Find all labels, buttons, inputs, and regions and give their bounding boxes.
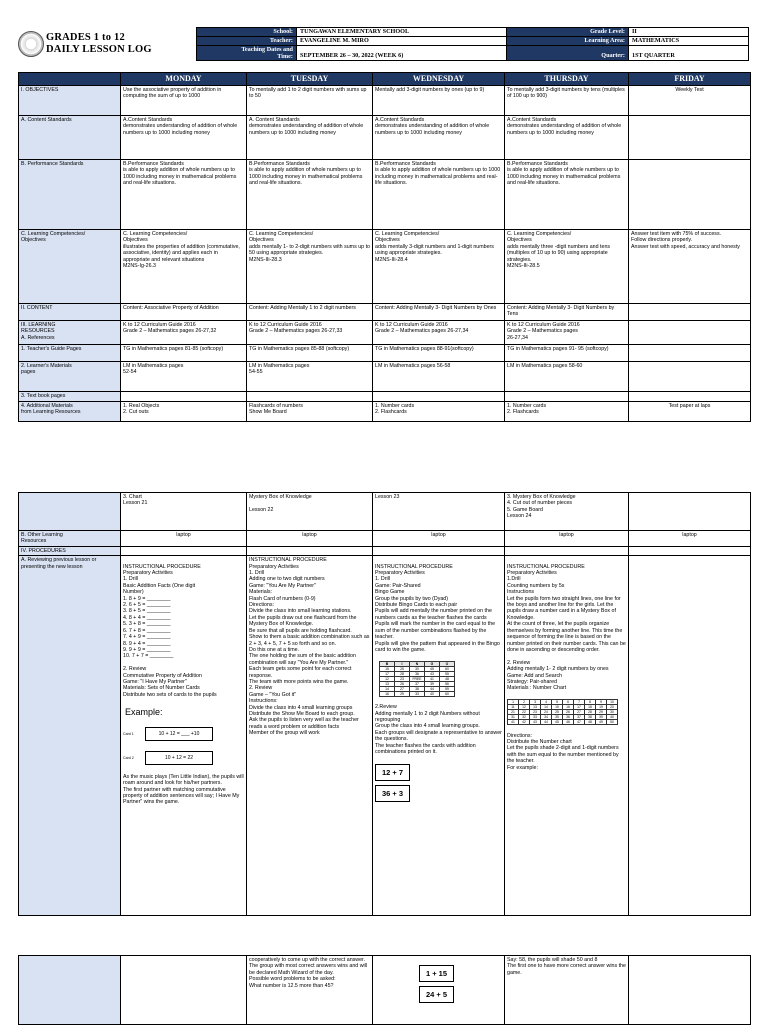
bingo-cell: 30: [410, 666, 425, 671]
number-chart-cell: 10: [607, 700, 618, 705]
lesson-table-page-1: [18, 72, 751, 422]
bingo-cell: 27: [395, 686, 410, 691]
number-chart-cell: 16: [563, 705, 574, 710]
row-label: [19, 493, 121, 531]
cell-friday: Test paper at laps: [629, 402, 751, 422]
cell-monday: laptop: [121, 531, 247, 547]
cell-friday: [629, 956, 751, 1025]
lesson-table-page-3: [18, 955, 751, 1025]
number-chart-cell: 48: [585, 720, 596, 725]
bingo-cell: 37: [410, 681, 425, 686]
cell-friday: laptop: [629, 531, 751, 547]
page-3: [0, 955, 768, 1024]
day-header-monday: MONDAY: [121, 73, 247, 86]
cell-tuesday: C. Learning Competencies/ Objectives adds mentally 1- to 2-digit numbers with sums up to 50 using appropriate strategies. M2NS-IIi-28.3: [247, 230, 373, 304]
cell-thursday: [505, 546, 629, 555]
number-chart-cell: 1: [508, 700, 519, 705]
number-chart-cell: 24: [541, 710, 552, 715]
number-chart-cell: 11: [508, 705, 519, 710]
row-other-resources: [19, 531, 751, 547]
cell-wednesday: Lesson 23: [373, 493, 505, 531]
lesson-table-page-2: [18, 492, 751, 916]
number-chart-cell: 9: [596, 700, 607, 705]
row-label: B. Performance Standards: [19, 160, 121, 230]
cell-friday: [629, 362, 751, 392]
school-label: School:: [197, 28, 297, 37]
row-label: 4. Additional Materials from Learning Resources: [19, 402, 121, 422]
teacher-label: Teacher:: [197, 37, 297, 46]
cell-thursday: Content: Adding Mentally 3- Digit Numbers by Tens: [505, 304, 629, 321]
number-chart: [507, 699, 618, 725]
cell-tuesday: INSTRUCTIONAL PROCEDURE Preparatory Activities 1. Drill Adding one to two digit numbers Game: "You Are My Partner" Materials: Flash Card of numbers (0-9) Directions: Divide the class into small learning stations. Let the pupils draw out one flashcard from the Mystery Box of Knowledge. Be sure that all pupils are holding flashcard. Show to them a basic addition combination such as 2 + 3, 4 + 5, 7 + 5 so forth and so on. Do this one at a time. The one holding the sum of the basic addition combination will say "You Are My Partner." Each team gets some point for each correct response. The team with more points wins the game. 2. Review Game – "You Got it" Instructions: Divide the class into 4 small learning groups Distribute the Show Me Board to each group. Ask the pupils to listen very well as the teacher reads a word problem or addition facts Member of the group will work: [247, 556, 373, 916]
row-label: 1. Teacher's Guide Pages: [19, 345, 121, 362]
number-chart-cell: 25: [552, 710, 563, 715]
example-heading: Example:: [125, 706, 163, 717]
example-card-1: [123, 727, 244, 741]
thursday-procedure-bottom: Directions: Distribute the Number chart Let the pupils shade 2-digit and 1-digit numbers with the sum equal to the number mentioned by the teacher. For example:: [507, 732, 619, 771]
number-chart-cell: 6: [563, 700, 574, 705]
card-2-box: 10 + 12 = 22: [145, 751, 213, 765]
number-chart-cell: 15: [552, 705, 563, 710]
wednesday-procedure-bottom: 2.Review Adding mentally 1 to 2 digit Numbers without regrouping Group the class into 4 small learning groups. Each groups will designate a representative to answer the questions. The teacher flashes the cards with addition combinations printed on it.: [375, 704, 502, 755]
bingo-cell: 41: [425, 676, 440, 681]
area-label: Learning Area:: [507, 37, 629, 46]
number-chart-cell: 44: [541, 720, 552, 725]
cell-wednesday: LM in Mathematics pages 56-58: [373, 362, 505, 392]
cell-monday: B.Performance Standards is able to apply addition of whole numbers up to 1000 including money in mathematical problems and real-life situations.: [121, 160, 247, 230]
cell-thursday: laptop: [505, 531, 629, 547]
number-chart-cell: 13: [530, 705, 541, 710]
cell-tuesday: A. Content Standards demonstrates understanding of addition of whole numbers up to 1000 including money: [247, 116, 373, 160]
number-chart-cell: 4: [541, 700, 552, 705]
cell-wednesday: TG in Mathematics pages 88-91(softcopy): [373, 345, 505, 362]
cell-tuesday: Flashcards of numbers Show Me Board: [247, 402, 373, 422]
cell-tuesday: [247, 392, 373, 402]
title-line-1: GRADES 1 to 12: [46, 32, 125, 43]
bingo-cell: 16: [380, 691, 395, 696]
row-label: A. Content Standards: [19, 116, 121, 160]
cell-friday: [629, 160, 751, 230]
row-reviewing: [19, 556, 751, 916]
number-chart-cell: 33: [530, 715, 541, 720]
number-chart-cell: 43: [530, 720, 541, 725]
cell-thursday: LM in Mathematics pages 58-60: [505, 362, 629, 392]
number-chart-cell: 38: [585, 715, 596, 720]
row-label: 2. Learner's Materials pages: [19, 362, 121, 392]
row-content: [19, 304, 751, 321]
teacher-value: EVANGELINE M. MIRO: [297, 37, 507, 46]
number-chart-cell: 30: [607, 710, 618, 715]
card-2-label: Card 2: [123, 756, 134, 761]
bingo-cell: 43: [425, 671, 440, 676]
row-label: I. OBJECTIVES: [19, 86, 121, 116]
bingo-cell: I: [395, 661, 410, 666]
bingo-cell: 23: [395, 676, 410, 681]
cell-monday: K to 12 Curriculum Guide 2016 Grade 2 – Mathematics pages 26-27,32: [121, 321, 247, 345]
bingo-cell: 25: [395, 666, 410, 671]
number-chart-cell: 39: [596, 715, 607, 720]
cell-wednesday: [373, 556, 505, 916]
dates-value: SEPTEMBER 26 – 30, 2022 (WEEK 6): [297, 46, 507, 61]
cell-tuesday: B.Performance Standards is able to apply addition of whole numbers up to 1000 including money in mathematical problems and real-life situations.: [247, 160, 373, 230]
cell-tuesday: Mystery Box of Knowledge Lesson 22: [247, 493, 373, 531]
bingo-cell: 29: [395, 691, 410, 696]
bingo-row: [380, 691, 455, 696]
cell-wednesday: [373, 392, 505, 402]
row-label: B. Other Learning Resources: [19, 531, 121, 547]
bingo-cell: 48: [440, 676, 455, 681]
card-1-box: 10 + 12 = ___ +10: [145, 727, 213, 741]
cell-friday: [629, 116, 751, 160]
cell-monday: 3. Chart Lesson 21: [121, 493, 247, 531]
cell-thursday: To mentally add 3-digit numbers by tens (multiples of 100 up to 900): [505, 86, 629, 116]
bingo-cell: 36: [410, 671, 425, 676]
bingo-cell: FREE: [410, 676, 425, 681]
bingo-cell: 45: [425, 666, 440, 671]
cell-friday: Weekly Test: [629, 86, 751, 116]
cell-thursday: A.Content Standards demonstrates understanding of addition of whole numbers up to 1000 including money: [505, 116, 629, 160]
row-performance-standards: [19, 160, 751, 230]
cell-monday: LM in Mathematics pages 52-54: [121, 362, 247, 392]
cell-friday: [629, 321, 751, 345]
number-chart-cell: 42: [519, 720, 530, 725]
bingo-cell: 28: [395, 671, 410, 676]
cell-monday: Content: Associative Property of Addition: [121, 304, 247, 321]
bingo-cell: 17: [380, 671, 395, 676]
number-chart-cell: 7: [574, 700, 585, 705]
cell-friday: [629, 345, 751, 362]
number-chart-cell: 14: [541, 705, 552, 710]
dates-label: [197, 46, 297, 61]
cell-wednesday: laptop: [373, 531, 505, 547]
wednesday-procedure-top: INSTRUCTIONAL PROCEDURE Preparatory Activities 1. Drill Game: Pair-Shared Bingo Game Group the pupils by two (Dyad) Distribute Bingo Cards to each pair Pupils will add mentally the number printed on the numbers cards as the teacher flashes the cards Pupils will mark the number in the card equal to the sum of the number combinations flashed by the teacher. Pupils will give the pattern that appeared in the Bingo card to win the game.: [375, 563, 500, 653]
number-chart-row: [508, 720, 618, 725]
cell-tuesday: K to 12 Curriculum Guide 2016 Grade 2 – Mathematics pages 26-27,33: [247, 321, 373, 345]
quarter-value: 1ST QUARTER: [629, 46, 749, 61]
cell-wednesday: Mentally add 3-digit numbers by ones (up to 9): [373, 86, 505, 116]
bingo-cell: 40: [425, 691, 440, 696]
cell-thursday: K to 12 Curriculum Guide 2016 Grade 2 – Mathematics pages 26-27,34: [505, 321, 629, 345]
row-materials-continued: [19, 493, 751, 531]
corner-header: [19, 73, 121, 86]
number-chart-cell: 27: [574, 710, 585, 715]
cell-wednesday: B.Performance Standards is able to apply addition of whole numbers up to 1000 including money in mathematical problems and real-life situations.: [373, 160, 505, 230]
bingo-cell: 38: [410, 686, 425, 691]
number-chart-cell: 45: [552, 720, 563, 725]
number-chart-cell: 37: [574, 715, 585, 720]
cell-wednesday: Content: Adding Mentally 3- Digit Numbers by Ones: [373, 304, 505, 321]
bingo-cell: 60: [440, 666, 455, 671]
title-line-2: DAILY LESSON LOG: [46, 44, 152, 55]
bingo-card: [379, 661, 455, 697]
cell-friday: [629, 493, 751, 531]
row-additional-materials: [19, 402, 751, 422]
bingo-cell: 39: [425, 681, 440, 686]
number-chart-cell: 34: [541, 715, 552, 720]
number-chart-cell: 28: [585, 710, 596, 715]
bingo-cell: 60: [440, 691, 455, 696]
cell-thursday: TG in Mathematics pages 91- 95 (softcopy): [505, 345, 629, 362]
cell-friday: [629, 392, 751, 402]
cell-wednesday: K to 12 Curriculum Guide 2016 Grade 2 – Mathematics pages 26-27,34: [373, 321, 505, 345]
number-chart-cell: 50: [607, 720, 618, 725]
bingo-cell: 13: [380, 681, 395, 686]
cell-monday: [121, 956, 247, 1025]
number-chart-cell: 8: [585, 700, 596, 705]
row-label: C. Learning Competencies/ Objectives: [19, 230, 121, 304]
cell-thursday: Say: 58, the pupils will shade 50 and 8 The first one to have more correct answer wins the game.: [505, 956, 629, 1025]
example-card-2: [123, 751, 244, 765]
cell-thursday: B.Performance Standards is able to apply addition of whole numbers up to 1000 including money in mathematical problems and real-life situations.: [505, 160, 629, 230]
row-textbook-pages: [19, 392, 751, 402]
bingo-cell: B: [380, 661, 395, 666]
row-procedures: [19, 546, 751, 555]
number-chart-cell: 32: [519, 715, 530, 720]
cell-monday: [121, 546, 247, 555]
number-chart-cell: 40: [607, 715, 618, 720]
cell-tuesday: cooperatively to come up with the correct answer. The group with most correct answers wins and will be declared Math Wizard of the day. Possible word problems to be asked: What number is 12.5 more than 45?: [247, 956, 373, 1025]
cell-wednesday: [373, 546, 505, 555]
row-learners-materials: [19, 362, 751, 392]
cell-thursday: [505, 392, 629, 402]
number-chart-cell: 47: [574, 720, 585, 725]
row-label: II. CONTENT: [19, 304, 121, 321]
grade-value: II: [629, 28, 749, 37]
bingo-cell: 26: [395, 681, 410, 686]
bingo-cell: 59: [440, 686, 455, 691]
number-chart-cell: 36: [563, 715, 574, 720]
card-1-label: Card 1: [123, 731, 134, 736]
number-chart-cell: 19: [596, 705, 607, 710]
cell-monday: [121, 392, 247, 402]
bingo-cell: 44: [425, 686, 440, 691]
cell-monday: 1. Real Objects 2. Cut outs: [121, 402, 247, 422]
number-chart-cell: 17: [574, 705, 585, 710]
number-chart-cell: 20: [607, 705, 618, 710]
dates-label-1: Teaching Dates and: [241, 46, 293, 53]
number-chart-cell: 2: [519, 700, 530, 705]
page-2: [0, 492, 768, 922]
bingo-cell: N: [410, 661, 425, 666]
dates-label-2: Time:: [277, 53, 293, 60]
cell-tuesday: laptop: [247, 531, 373, 547]
cell-tuesday: To mentally add 1 to 2 digit numbers with sums up to 50: [247, 86, 373, 116]
cell-thursday: 1. Number cards 2. Flashcards: [505, 402, 629, 422]
quarter-label: Quarter:: [507, 46, 629, 61]
number-chart-cell: 3: [530, 700, 541, 705]
number-chart-cell: 46: [563, 720, 574, 725]
number-chart-cell: 12: [519, 705, 530, 710]
bingo-cell: 15: [380, 666, 395, 671]
row-label: [19, 956, 121, 1025]
thursday-procedure-top: INSTRUCTIONAL PROCEDURE Preparatory Activities 1.Drill Counting numbers by 5s Instructions Let the pupils form two straight lines, one line for the boys and another line for the girls. Let the pupils draw a number card in a Mystery Box of Knowledge. At the count of three, let the pupils organize themselves by forming another line. This time the sequence of forming the line is based on the number printed on their number cards. This can be done in ascending or descending order. 2. Review Adding mentally 1- 2 digit numbers by ones Game: Add and Search Strategy: Pair-shared Materials : Number Chart: [507, 563, 626, 692]
bingo-cell: 12: [380, 676, 395, 681]
row-learning-competencies: [19, 230, 751, 304]
number-chart-cell: 5: [552, 700, 563, 705]
deped-seal-icon: [18, 31, 44, 57]
number-chart-cell: 21: [508, 710, 519, 715]
day-header-thursday: THURSDAY: [505, 73, 629, 86]
day-header-tuesday: TUESDAY: [247, 73, 373, 86]
cell-wednesday: 1. Number cards 2. Flashcards: [373, 402, 505, 422]
cell-tuesday: TG in Mathematics pages 85-88 (softcopy): [247, 345, 373, 362]
flash-card-2: 36 + 3: [375, 785, 410, 802]
bingo-cell: 14: [380, 686, 395, 691]
cell-wednesday: A.Content Standards demonstrates understanding of addition of whole numbers up to 1000 including money: [373, 116, 505, 160]
number-chart-cell: 22: [519, 710, 530, 715]
cell-friday: [629, 556, 751, 916]
number-chart-cell: 26: [563, 710, 574, 715]
page-1: [0, 0, 768, 438]
cell-monday: C. Learning Competencies/ Objectives illustrates the properties of addition (commutative, associative, identity) and applies each in appropriate and relevant situations M2NS-Ig-26.3: [121, 230, 247, 304]
number-chart-cell: 41: [508, 720, 519, 725]
school-value: TUNGAWAN ELEMENTARY SCHOOL: [297, 28, 507, 37]
document-title: [46, 32, 152, 56]
bingo-cell: O: [440, 661, 455, 666]
header-info-table: [196, 27, 749, 61]
flash-card-1: 12 + 7: [375, 764, 410, 781]
cell-friday: Answer test item with 75% of success. Follow directions properly. Answer test with speed, accuracy and honesty: [629, 230, 751, 304]
number-chart-cell: 18: [585, 705, 596, 710]
number-chart-cell: 31: [508, 715, 519, 720]
row-teachers-guide: [19, 345, 751, 362]
bingo-cell: 56: [440, 681, 455, 686]
day-header-friday: FRIDAY: [629, 73, 751, 86]
row-label: IV. PROCEDURES: [19, 546, 121, 555]
row-objectives: [19, 86, 751, 116]
flash-card-4: 24 + 5: [419, 986, 454, 1003]
day-header-wednesday: WEDNESDAY: [373, 73, 505, 86]
cell-wednesday: [373, 956, 505, 1025]
row-content-standards: [19, 116, 751, 160]
flash-card-3: 1 + 15: [419, 965, 454, 982]
area-value: MATHEMATICS: [629, 37, 749, 46]
cell-tuesday: LM in Mathematics pages 54-55: [247, 362, 373, 392]
cell-monday: Use the associative property of addition in computing the sum of up to 1000: [121, 86, 247, 116]
cell-tuesday: Content: Adding Mentally 1 to 2 digit numbers: [247, 304, 373, 321]
number-chart-cell: 49: [596, 720, 607, 725]
row-reviewing-continued: [19, 956, 751, 1025]
cell-friday: [629, 304, 751, 321]
row-label: 3. Text book pages: [19, 392, 121, 402]
cell-thursday: [505, 556, 629, 916]
number-chart-cell: 35: [552, 715, 563, 720]
bingo-cell: 33: [410, 691, 425, 696]
number-chart-cell: 23: [530, 710, 541, 715]
cell-monday: A.Content Standards demonstrates understanding of addition of whole numbers up to 1000 including money: [121, 116, 247, 160]
cell-monday: TG in Mathematics pages 81-85 (softcopy): [121, 345, 247, 362]
grade-label: Grade Level:: [507, 28, 629, 37]
row-learning-resources: [19, 321, 751, 345]
row-label: III. LEARNING RESOURCES A. References: [19, 321, 121, 345]
row-label: A. Reviewing previous lesson or presenting the new lesson: [19, 556, 121, 916]
cell-wednesday: C. Learning Competencies/ Objectives adds mentally 3-digit numbers and 1-digit numbers using appropriate strategies. M2NS-IIi-28.4: [373, 230, 505, 304]
cell-monday: [121, 556, 247, 916]
cell-thursday: 3. Mystery Box of Knowledge 4. Cut out of number pieces 5. Game Board Lesson 24: [505, 493, 629, 531]
cell-tuesday: [247, 546, 373, 555]
bingo-cell: G: [425, 661, 440, 666]
monday-procedure-top: INSTRUCTIONAL PROCEDURE Preparatory Activities 1. Drill Basic Addition Facts (One digit Number) 1. 8 + 9 = ________ 2. 6 + 5 = ________ 3. 8 + 5 = ________ 4. 8 + 4 = ________ 5. 3 + 8 = ________ 6. 7 + 8 = ________ 7. 4 + 9 = ________ 8. 9 + 4 = ________ 9. 9 + 9 = ________ 10. 7 + 7 = ________ 2. Review Commutative Property of Addition Game: "I Have My Partner" Materials: Sets of Number Cards Distribute two sets of cards to the pupils: [123, 563, 217, 698]
number-chart-cell: 29: [596, 710, 607, 715]
bingo-cell: 55: [440, 671, 455, 676]
cell-thursday: C. Learning Competencies/ Objectives adds mentally three -digit numbers and tens (multiples of 10 up to 90) using appropriate strategies. M2NS-IIi-28.5: [505, 230, 629, 304]
cell-friday: [629, 546, 751, 555]
monday-procedure-bottom: As the music plays (Ten Little Indian), the pupils will roam around and look for his/her partners. The first partner with matching commutative property of addition sentences will say; I Have My Partner" wins the game.: [123, 773, 244, 806]
